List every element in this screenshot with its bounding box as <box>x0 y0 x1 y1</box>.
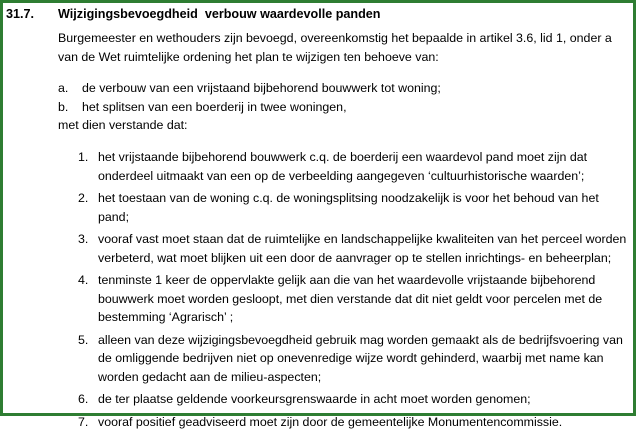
lettered-item <box>58 79 441 98</box>
condition-line: de ter plaatse geldende voorkeursgrenswaarde in acht moet worden genomen; <box>98 392 531 406</box>
condition-item <box>78 271 630 327</box>
condition-number: 1. <box>78 150 89 164</box>
condition-item <box>78 413 630 432</box>
condition-line: onderdeel uitmaakt van een op de verbeelding aangegeven ‘cultuurhistorische waarden’; <box>98 168 585 183</box>
intro-paragraph <box>58 29 626 66</box>
lettered-item <box>58 98 441 117</box>
proviso-text: met dien verstande dat: <box>58 118 188 132</box>
condition-number: 6. <box>78 392 89 406</box>
condition-number: 4. <box>78 273 89 287</box>
condition-item <box>78 390 630 409</box>
list-item-text: de verbouw van een vrijstaand bijbehorend bouwwerk tot woning; <box>82 81 441 95</box>
conditions-list <box>78 148 630 435</box>
condition-number: 7. <box>78 414 89 429</box>
condition-line: bestemming ‘Agrarisch’ ; <box>98 310 234 324</box>
condition-item <box>78 148 630 185</box>
article-number: 31.7. <box>6 7 35 21</box>
condition-line: pand; <box>98 209 130 224</box>
condition-text <box>98 148 630 185</box>
condition-text <box>98 189 630 226</box>
list-item-text: het splitsen van een boerderij in twee woningen, <box>82 99 347 114</box>
condition-line: tenminste 1 keer de oppervlakte gelijk aan die van het waardevolle vrijstaande bijbehorend <box>98 273 596 287</box>
condition-line: vooraf vast moet staan dat de ruimtelijke en landschappelijke kwaliteiten van het perceel worden <box>98 232 627 246</box>
condition-line: de omliggende bedrijven niet op onevenredige wijze wordt gehinderd, waarbij met name kan <box>98 351 604 365</box>
condition-item <box>78 230 630 267</box>
list-marker: a. <box>58 81 69 95</box>
condition-text <box>98 413 630 432</box>
intro-line: van de Wet ruimtelijke ordening het plan te wijzigen ten behoeve van: <box>58 49 439 64</box>
condition-text <box>98 230 630 267</box>
condition-item <box>78 189 630 226</box>
condition-line: het toestaan van de woning c.q. de woningsplitsing noodzakelijk is voor het behoud van het <box>98 191 599 205</box>
condition-text <box>98 331 630 387</box>
condition-line: vooraf positief geadviseerd moet zijn door de gemeentelijke Monumentencommissie. <box>98 414 563 429</box>
condition-line: het vrijstaande bijbehorend bouwwerk c.q. de boerderij een waardevol pand moet zijn dat <box>98 150 588 164</box>
lettered-list <box>58 79 441 116</box>
condition-line: verbeterd, wat moet blijken uit een door de aanvrager op te stellen inrichtings- en beheerplan; <box>98 250 612 265</box>
condition-number: 3. <box>78 232 89 246</box>
intro-line: Burgemeester en wethouders zijn bevoegd, overeenkomstig het bepaalde in artikel 3.6, lid 1, onder a <box>58 31 612 45</box>
list-marker: b. <box>58 99 69 114</box>
condition-line: alleen van deze wijzigingsbevoegdheid gebruik mag worden gemaakt als de bedrijfsvoering van <box>98 332 623 347</box>
condition-text <box>98 390 630 409</box>
condition-item <box>78 331 630 387</box>
condition-number: 2. <box>78 191 89 205</box>
article-title: Wijzigingsbevoegdheid verbouw waardevolle panden <box>58 7 381 21</box>
condition-number: 5. <box>78 332 89 347</box>
condition-line: bouwwerk moet worden gesloopt, met dien verstande dat dit niet geldt voor percelen met de <box>98 291 603 306</box>
condition-text <box>98 271 630 327</box>
condition-line: worden gedacht aan de milieu-aspecten; <box>98 369 322 384</box>
